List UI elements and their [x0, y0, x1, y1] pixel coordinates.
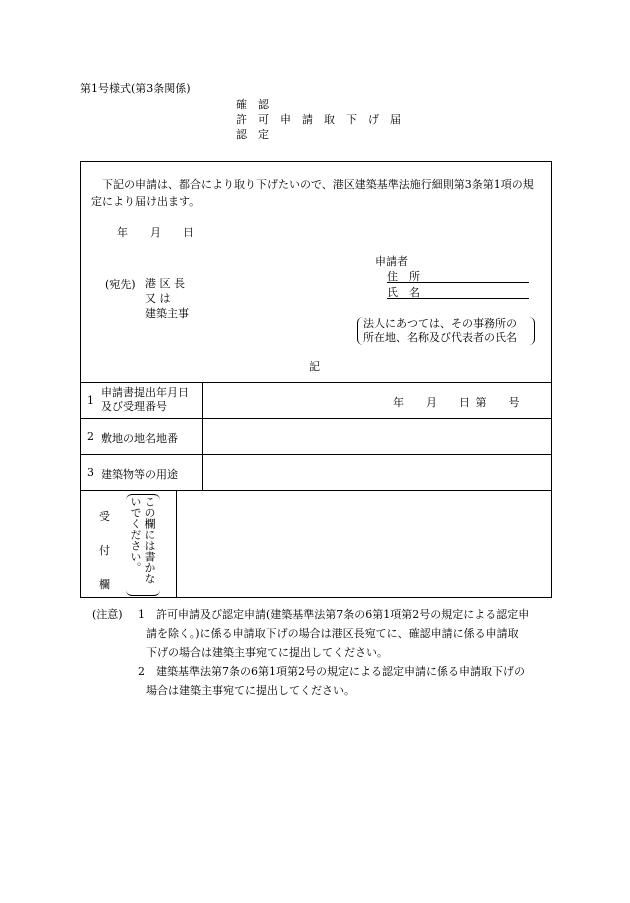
reception-char-2: 付 — [99, 544, 110, 557]
divider — [202, 382, 203, 490]
addressee-line1: 港 区 長 — [145, 277, 185, 290]
title-line-main: 許 可 申 請 取 下 げ 届 — [236, 113, 401, 126]
row-2-label: 敷地の地名地番 — [101, 432, 178, 445]
form-box — [80, 161, 552, 598]
row-1-label-line1: 申請書提出年月日 — [101, 386, 189, 399]
row-3-num: 3 — [87, 466, 94, 479]
reception-note-col1: この欄には書かな — [143, 496, 156, 584]
notes-label: (注意) — [92, 608, 123, 621]
note-1-line1: 許可申請及び認定申請(建築基準法第7条の6第1項第2号の規定による認定申 — [156, 608, 530, 621]
divider — [81, 490, 551, 491]
name-label: 氏 名 — [387, 286, 420, 299]
note-2 — [156, 662, 525, 681]
row-3-value[interactable] — [211, 460, 541, 486]
reception-area[interactable] — [181, 494, 547, 594]
note-1-line3: 下げの場合は建築主事宛てに提出してください。 — [146, 646, 388, 659]
note-2-cont — [146, 681, 355, 700]
note-2-num: 2 — [138, 665, 145, 678]
note-1 — [156, 605, 529, 624]
title-line-nintei: 認 定 — [236, 128, 269, 141]
divider — [176, 490, 177, 597]
divider — [81, 454, 551, 455]
addressee-line2: 又 は — [145, 292, 171, 305]
row-3-label: 建築物等の用途 — [101, 468, 178, 481]
form-title — [236, 97, 401, 142]
note-2-line1: 建築基準法第7条の6第1項第2号の規定による認定申請に係る申請取下げの — [156, 665, 525, 678]
date-field[interactable]: 年 月 日 — [117, 226, 194, 239]
reception-char-3: 欄 — [99, 578, 110, 591]
form-label: 第1号様式(第3条関係) — [80, 82, 191, 95]
title-line-kakunin: 確 認 — [236, 98, 269, 111]
name-field[interactable] — [387, 284, 529, 299]
row-1-label — [101, 386, 189, 414]
row-1-label-line2: 及び受理番号 — [101, 400, 167, 413]
corp-note-line2: 所在地、名称及び代表者の氏名 — [363, 331, 517, 344]
address-field[interactable] — [387, 268, 529, 283]
reception-note — [128, 496, 156, 594]
row-2-num: 2 — [87, 430, 94, 443]
intro-text: 下記の申請は、都合により取り下げたいので、港区建築基準法施行細則第3条第1項の規定により届け出ます。 — [91, 178, 534, 208]
reception-char-1: 受 — [99, 510, 110, 523]
addressee-block — [145, 276, 189, 321]
row-1-value[interactable]: 年 月 日 第 号 — [393, 396, 520, 409]
address-label: 住 所 — [387, 270, 420, 283]
ki-label: 記 — [309, 360, 320, 373]
applicant-heading: 申請者 — [375, 255, 408, 268]
addressee-line3: 建築主事 — [145, 307, 189, 320]
note-1-line2: 請を除く。)に係る申請取下げの場合は港区長宛てに、確認申請に係る申請取 — [146, 627, 519, 640]
corp-note-line1: 法人にあつては、その事務所の — [363, 317, 517, 330]
note-1-cont — [146, 624, 519, 662]
divider — [81, 418, 551, 419]
reception-note-col2: いでください。 — [129, 496, 142, 573]
note-1-num: 1 — [138, 608, 145, 621]
divider — [81, 382, 551, 383]
corp-note — [363, 317, 517, 345]
addressee-prefix: (宛先) — [105, 278, 136, 291]
row-2-value[interactable] — [211, 424, 541, 450]
row-1-num: 1 — [87, 394, 94, 407]
note-2-line2: 場合は建築主事宛てに提出してください。 — [146, 684, 355, 697]
